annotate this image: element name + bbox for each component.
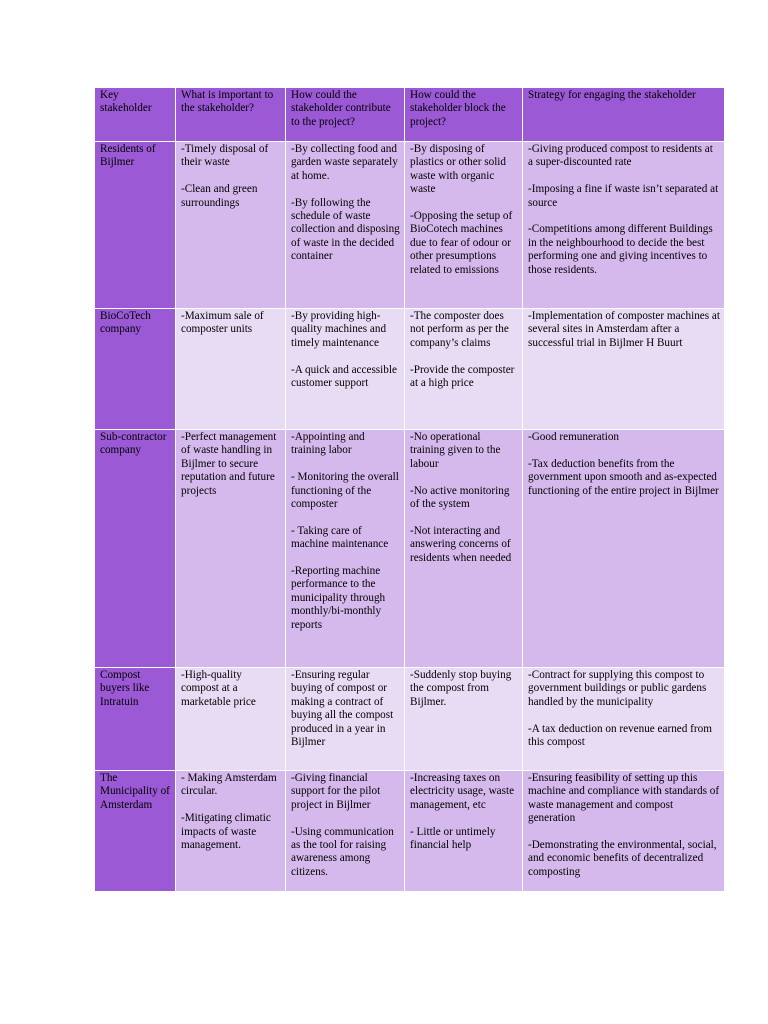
table-row — [95, 142, 725, 309]
cell-paragraph: -Maximum sale of composter units — [181, 310, 264, 336]
cell-strategy — [523, 142, 725, 309]
cell-contribute — [286, 142, 405, 309]
stakeholder-name-cell: BioCoTech company — [95, 309, 176, 430]
cell-important — [176, 430, 286, 668]
cell-contribute — [286, 309, 405, 430]
cell-block — [405, 668, 523, 771]
header-key-stakeholder: Key stakeholder — [95, 88, 176, 142]
cell-paragraph: -Competitions among different Buildings in the neighbourhood to decide the best performing one and giving incentives to those residents. — [528, 223, 713, 276]
cell-contribute — [286, 668, 405, 771]
table-row — [95, 668, 725, 771]
cell-block — [405, 142, 523, 309]
cell-paragraph: - Monitoring the overall functioning of the composter — [291, 471, 399, 511]
cell-paragraph: -Mitigating climatic impacts of waste management. — [181, 812, 271, 852]
cell-strategy — [523, 430, 725, 668]
cell-important — [176, 142, 286, 309]
cell-paragraph: -High-quality compost at a marketable price — [181, 669, 256, 708]
cell-paragraph: -Appointing and training labor — [291, 431, 365, 457]
cell-strategy — [523, 309, 725, 430]
cell-paragraph: -A quick and accessible customer support — [291, 363, 397, 390]
cell-paragraph: -Ensuring feasibility of setting up this machine and compliance with standards of waste management and compost generation — [528, 772, 720, 825]
cell-paragraph: -No active monitoring of the system — [410, 484, 510, 511]
cell-contribute — [286, 430, 405, 668]
cell-paragraph: -Not interacting and answering concerns of residents when needed — [410, 524, 512, 564]
cell-paragraph: - Little or untimely financial help — [410, 825, 496, 852]
table-row — [95, 771, 725, 892]
cell-paragraph: - Taking care of machine maintenance — [291, 524, 389, 551]
cell-paragraph: -Using communication as the tool for raising awareness among citizens. — [291, 825, 394, 878]
cell-paragraph: -Opposing the setup of BioCotech machines due to fear of odour or other presumptions related to emissions — [410, 210, 513, 276]
header-strategy: Strategy for engaging the stakeholder — [523, 88, 725, 142]
cell-paragraph: -Giving produced compost to residents at a super-discounted rate — [528, 143, 713, 169]
table-row — [95, 309, 725, 430]
header-important: What is important to the stakeholder? — [176, 88, 286, 142]
cell-paragraph: -By providing high-quality machines and timely maintenance — [291, 310, 387, 349]
cell-strategy — [523, 668, 725, 771]
cell-paragraph: - Making Amsterdam circular. — [181, 772, 277, 798]
cell-paragraph: -Provide the composter at a high price — [410, 363, 515, 390]
cell-paragraph: -Contract for supplying this compost to government buildings or public gardens handled by the municipality — [528, 669, 707, 708]
cell-paragraph: -Giving financial support for the pilot project in Bijlmer — [291, 772, 381, 811]
table-body — [95, 142, 725, 892]
header-contribute: How could the stakeholder contribute to the project? — [286, 88, 405, 142]
cell-paragraph: -Tax deduction benefits from the government upon smooth and as-expected functioning of the entire project in Bijlmer — [528, 457, 719, 497]
cell-paragraph: -Ensuring regular buying of compost or making a contract of buying all the compost produced in a year in Bijlmer — [291, 669, 394, 749]
stakeholder-name-cell: The Municipality of Amsterdam — [95, 771, 176, 892]
cell-paragraph: -The composter does not perform as per the company’s claims — [410, 310, 509, 349]
cell-paragraph: -A tax deduction on revenue earned from this compost — [528, 722, 712, 749]
cell-paragraph: -No operational training given to the labour — [410, 431, 501, 470]
cell-block — [405, 430, 523, 668]
stakeholder-name-cell: Compost buyers like Intratuin — [95, 668, 176, 771]
cell-paragraph: -Increasing taxes on electricity usage, waste management, etc — [410, 772, 515, 811]
cell-strategy — [523, 771, 725, 892]
table-header-row — [95, 88, 725, 142]
cell-paragraph: -Implementation of composter machines at several sites in Amsterdam after a successful trial in Bijlmer H Buurt — [528, 310, 720, 349]
cell-paragraph: -Good remuneration — [528, 431, 620, 443]
cell-paragraph: -By disposing of plastics or other solid waste with organic waste — [410, 143, 507, 196]
cell-important — [176, 771, 286, 892]
cell-block — [405, 771, 523, 892]
cell-paragraph: -By following the schedule of waste collection and disposing of waste in the decided container — [291, 196, 400, 263]
stakeholder-name-cell: Residents of Bijlmer — [95, 142, 176, 309]
cell-important — [176, 668, 286, 771]
cell-important — [176, 309, 286, 430]
cell-paragraph: -Demonstrating the environmental, social, and economic benefits of decentralized composting — [528, 839, 717, 878]
header-block: How could the stakeholder block the project? — [405, 88, 523, 142]
cell-paragraph: -By collecting food and garden waste separately at home. — [291, 143, 398, 182]
cell-paragraph: -Clean and green surroundings — [181, 183, 258, 209]
cell-block — [405, 309, 523, 430]
cell-paragraph: -Reporting machine performance to the municipality through monthly/bi-monthly reports — [291, 565, 386, 631]
stakeholder-table — [94, 87, 725, 892]
table-row — [95, 430, 725, 668]
cell-paragraph: -Imposing a fine if waste isn’t separated at source — [528, 183, 719, 209]
cell-paragraph: -Perfect management of waste handling in Bijlmer to secure reputation and future projects — [181, 431, 277, 497]
stakeholder-name-cell: Sub-contractor company — [95, 430, 176, 668]
cell-paragraph: -Suddenly stop buying the compost from Bijlmer. — [410, 669, 512, 708]
cell-paragraph: -Timely disposal of their waste — [181, 143, 269, 169]
cell-contribute — [286, 771, 405, 892]
